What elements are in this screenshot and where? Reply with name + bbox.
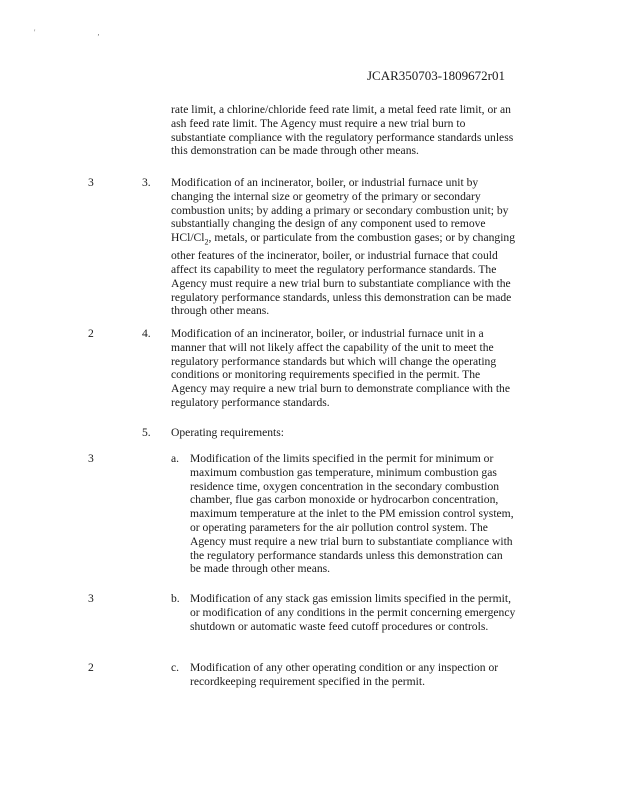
continuation-paragraph: rate limit, a chlorine/chloride feed rate limit, a metal feed rate limit, or an ash feed rate limit. The Agency must require a new trial burn to substantiate compliance with the regulatory performance standards unless this demonstration can be made through other means. — [171, 103, 514, 158]
item-4-text: Modification of an incinerator, boiler, or industrial furnace unit in a manner that will not likely affect the capability of the unit to meet the regulatory performance standards but which will change the operating conditions or monitoring requirements specified in the permit. The Agency may require a new trial burn to demonstrate compliance with the regulatory performance standards. — [171, 327, 510, 409]
item-3-class: 3 — [88, 176, 94, 189]
subitem-c-text: Modification of any other operating condition or any inspection or recordkeeping requirement specified in the permit. — [190, 661, 499, 688]
item-4-class: 2 — [88, 327, 94, 340]
item-3-subscript: 2 — [204, 237, 209, 247]
item-3-text-before: Modification of an incinerator, boiler, or industrial furnace unit by changing the internal size or geometry of the primary or secondary combustion units; by adding a primary or secondary combustion unit; by substantially changing the design of any component used to remove HCl/Cl — [171, 176, 509, 245]
subitem-a-text: Modification of the limits specified in the permit for minimum or maximum combustion gas temperature, minimum combustion gas residence time, oxygen concentration in the secondary combustion chamber, flue gas carbon monoxide or hydrocarbon concentration, maximum temperature at the inlet to the PM emission control system, or operating parameters for the air pollution control system. The Agency must require a new trial burn to substantiate compliance with the regulatory performance standards unless this demonstration can be made through other means. — [190, 452, 514, 576]
subitem-a-letter: a. — [171, 452, 180, 465]
item-3-text-after: , metals, or particulate from the combustion gases; or by changing other features of the incinerator, boiler, or industrial furnace that could affect its capability to meet the regulatory performance standards. The Agency must require a new trial burn to substantiate compliance with the regulatory performance standards, unless this demonstration can be made through other means. — [171, 231, 516, 318]
item-5-number: 5. — [142, 426, 151, 439]
document-id: JCAR350703-1809672r01 — [367, 68, 505, 83]
subitem-a-class: 3 — [88, 452, 94, 465]
subitem-b-text: Modification of any stack gas emission limits specified in the permit, or modification of any conditions in the permit concerning emergency shutdown or automatic waste feed cutoff procedures or controls. — [190, 592, 516, 633]
scan-specks: ' , — [34, 28, 130, 37]
item-3-number: 3. — [142, 176, 151, 189]
item-4-number: 4. — [142, 327, 151, 340]
subitem-b-class: 3 — [88, 592, 94, 605]
subitem-b-letter: b. — [171, 592, 180, 605]
item-3-text — [171, 176, 516, 318]
item-5-text: Operating requirements: — [171, 426, 284, 439]
subitem-c-letter: c. — [171, 661, 180, 674]
subitem-c-class: 2 — [88, 661, 94, 674]
